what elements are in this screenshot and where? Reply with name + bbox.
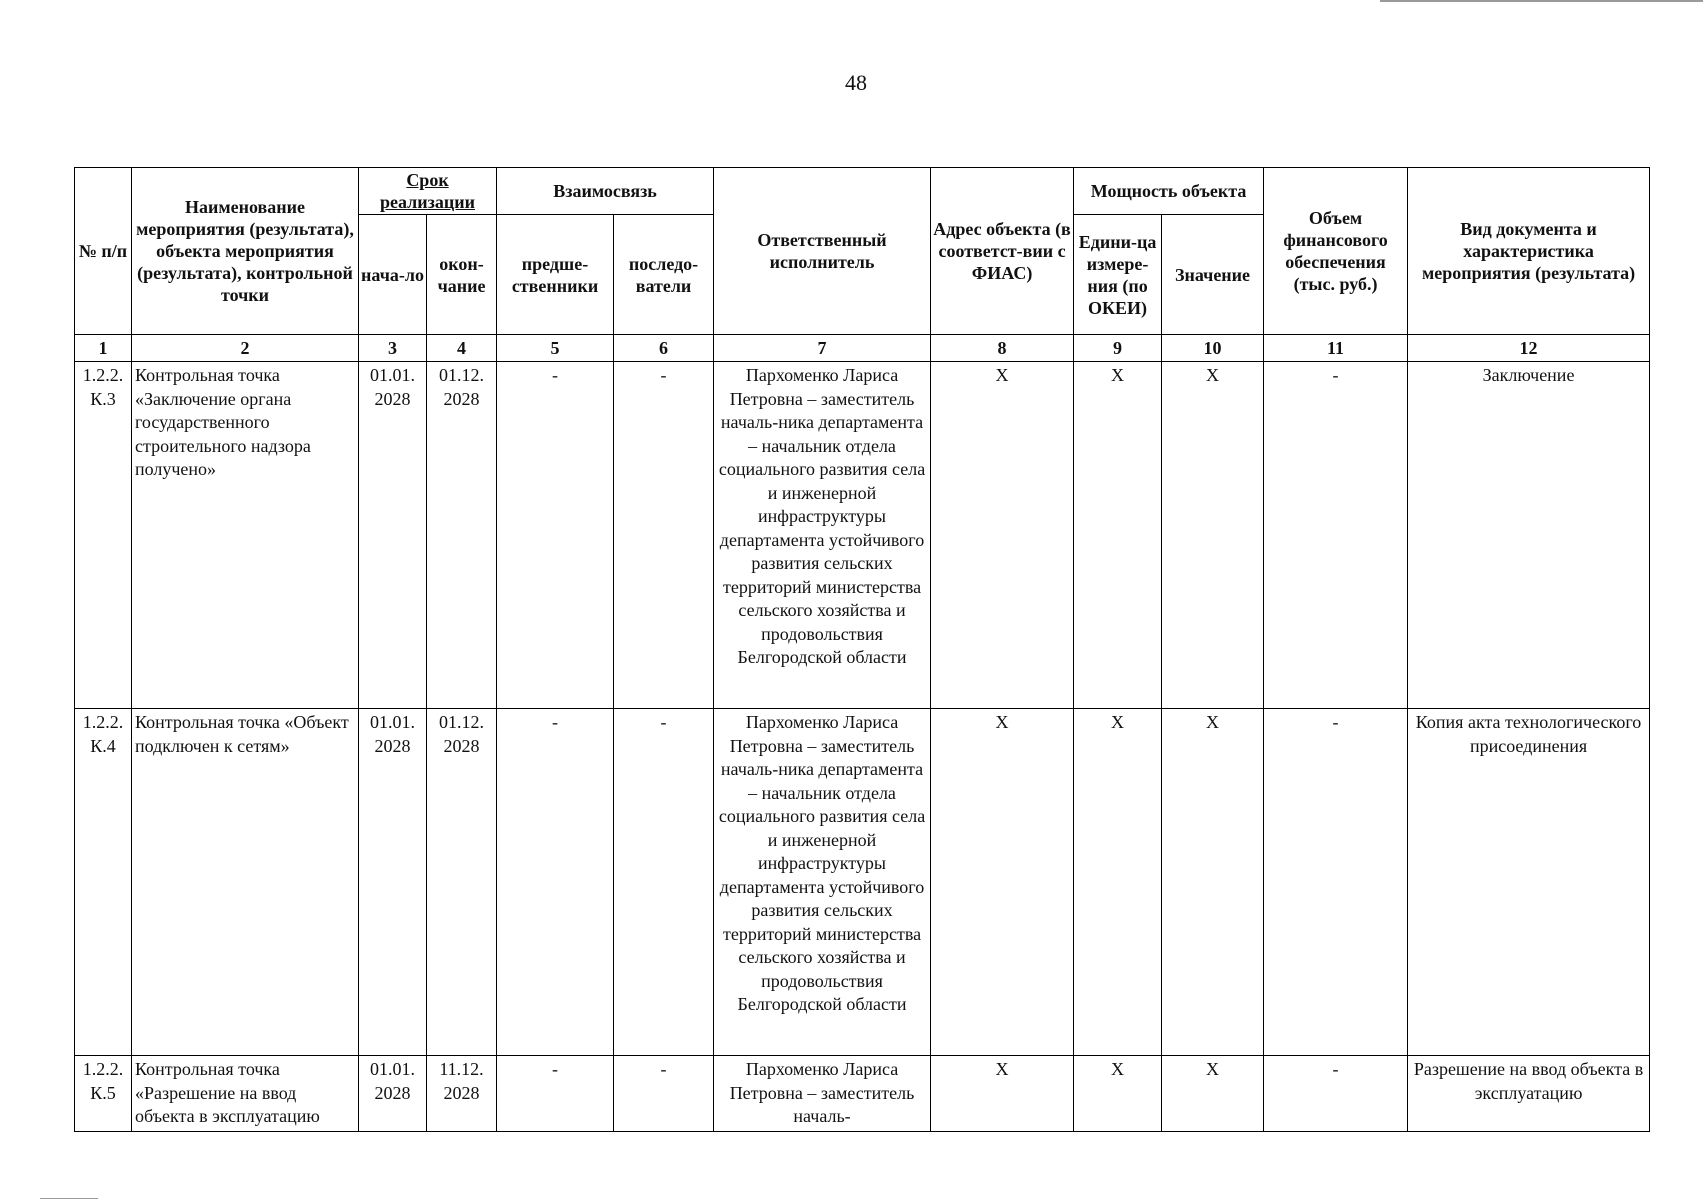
column-number: 7 <box>714 335 931 362</box>
header-document: Вид документа и характеристика мероприятия (результата) <box>1408 168 1650 335</box>
row-name: Контрольная точка «Объект подключен к сетям» <box>132 709 359 1056</box>
header-term-group <box>359 168 497 215</box>
column-number-row <box>75 335 1650 362</box>
row-unit: X <box>1074 362 1162 709</box>
row-value: X <box>1162 362 1264 709</box>
row-start: 01.01. 2028 <box>359 362 427 709</box>
column-number: 9 <box>1074 335 1162 362</box>
row-address: X <box>931 1056 1074 1132</box>
row-value: X <box>1162 1056 1264 1132</box>
row-end: 01.12. 2028 <box>427 362 497 709</box>
column-number: 11 <box>1264 335 1408 362</box>
row-predecessors: - <box>497 709 614 1056</box>
column-number: 5 <box>497 335 614 362</box>
table-row <box>75 709 1650 1056</box>
row-responsible: Пархоменко Лариса Петровна – заместитель началь- <box>714 1056 931 1132</box>
row-name: Контрольная точка «Заключение органа государственного строительного надзора получено» <box>132 362 359 709</box>
header-value: Значение <box>1162 215 1264 335</box>
row-responsible: Пархоменко Лариса Петровна – заместитель началь-ника департамента – начальник отдела социального развития села и инженерной инфраструктуры департамента устойчивого развития сельских территорий министерства сельского хозяйства и продовольствия Белгородской области <box>714 362 931 709</box>
row-financing: - <box>1264 362 1408 709</box>
column-number: 8 <box>931 335 1074 362</box>
header-address: Адрес объекта (в соответст-вии с ФИАС) <box>931 168 1074 335</box>
row-successors: - <box>614 709 714 1056</box>
row-num: 1.2.2. К.4 <box>75 709 132 1056</box>
header-unit: Едини-ца измере-ния (по ОКЕИ) <box>1074 215 1162 335</box>
header-num: № п/п <box>75 168 132 335</box>
row-financing: - <box>1264 709 1408 1056</box>
row-document: Заключение <box>1408 362 1650 709</box>
column-number: 3 <box>359 335 427 362</box>
header-financing: Объем финансового обеспечения (тыс. руб.) <box>1264 168 1408 335</box>
row-end: 11.12. 2028 <box>427 1056 497 1132</box>
row-num: 1.2.2. К.5 <box>75 1056 132 1132</box>
row-successors: - <box>614 362 714 709</box>
row-document: Разрешение на ввод объекта в эксплуатацию <box>1408 1056 1650 1132</box>
header-term-group-label: Срок реализации <box>380 170 475 212</box>
header-successors: последо-ватели <box>614 215 714 335</box>
column-number: 12 <box>1408 335 1650 362</box>
row-successors: - <box>614 1056 714 1132</box>
header-term-end: окон-чание <box>427 215 497 335</box>
bottom-edge-line <box>40 1198 98 1199</box>
row-address: X <box>931 362 1074 709</box>
row-financing: - <box>1264 1056 1408 1132</box>
header-term-start: нача-ло <box>359 215 427 335</box>
row-document: Копия акта технологического присоединения <box>1408 709 1650 1056</box>
header-relation-group: Взаимосвязь <box>497 168 714 215</box>
page-number: 48 <box>845 70 867 95</box>
row-unit: X <box>1074 709 1162 1056</box>
row-predecessors: - <box>497 1056 614 1132</box>
column-number: 2 <box>132 335 359 362</box>
header-name: Наименование мероприятия (результата), объекта мероприятия (результата), контрольной точки <box>132 168 359 335</box>
table-row <box>75 362 1650 709</box>
row-end: 01.12. 2028 <box>427 709 497 1056</box>
column-number: 4 <box>427 335 497 362</box>
header-predecessors: предше-ственники <box>497 215 614 335</box>
header-capacity-group: Мощность объекта <box>1074 168 1264 215</box>
row-name: Контрольная точка «Разрешение на ввод объекта в эксплуатацию <box>132 1056 359 1132</box>
row-unit: X <box>1074 1056 1162 1132</box>
row-start: 01.01. 2028 <box>359 709 427 1056</box>
plan-table <box>74 167 1650 1132</box>
column-number: 10 <box>1162 335 1264 362</box>
row-value: X <box>1162 709 1264 1056</box>
row-address: X <box>931 709 1074 1056</box>
header-row-1 <box>75 168 1650 215</box>
top-edge-line <box>1380 0 1703 2</box>
header-responsible: Ответственный исполнитель <box>714 168 931 335</box>
row-num: 1.2.2. К.3 <box>75 362 132 709</box>
table-row <box>75 1056 1650 1132</box>
column-number: 1 <box>75 335 132 362</box>
row-start: 01.01. 2028 <box>359 1056 427 1132</box>
row-responsible: Пархоменко Лариса Петровна – заместитель началь-ника департамента – начальник отдела социального развития села и инженерной инфраструктуры департамента устойчивого развития сельских территорий министерства сельского хозяйства и продовольствия Белгородской области <box>714 709 931 1056</box>
column-number: 6 <box>614 335 714 362</box>
row-predecessors: - <box>497 362 614 709</box>
